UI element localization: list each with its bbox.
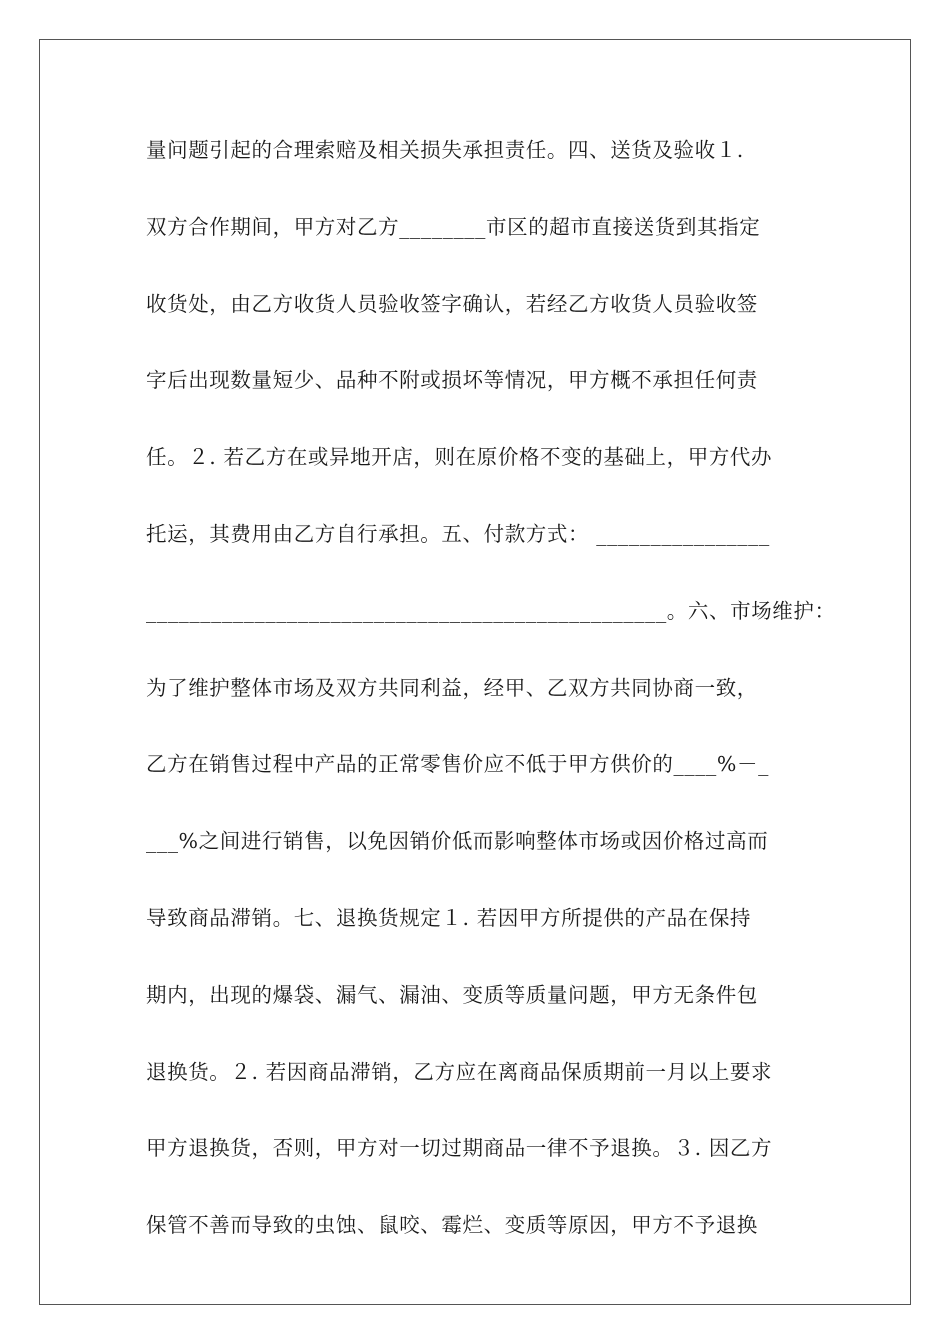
text-line: 乙方在销售过程中产品的正常零售价应不低于甲方供价的____%－_ — [146, 752, 769, 777]
text-line: 期内，出现的爆袋、漏气、漏油、变质等质量问题，甲方无条件包 — [146, 982, 758, 1007]
text-line: 双方合作期间，甲方对乙方________市区的超市直接送货到其指定 — [146, 214, 761, 239]
text-line: 字后出现数量短少、品种不附或损坏等情况，甲方概不承担任何责 — [146, 368, 758, 393]
text-line: 甲方退换货，否则，甲方对一切过期商品一律不予退换。３. 因乙方 — [146, 1136, 773, 1161]
text-line: ________________________________________________。六、市场维护： — [146, 598, 836, 623]
text-line: 导致商品滞销。七、退换货规定１. 若因甲方所提供的产品在保持 — [146, 905, 752, 930]
text-line: 退换货。２. 若因商品滞销，乙方应在离商品保质期前一月以上要求 — [146, 1059, 773, 1084]
text-line: 保管不善而导致的虫蚀、鼠咬、霉烂、变质等原因，甲方不予退换 — [146, 1213, 758, 1238]
text-line: ___%之间进行销售，以免因销价低而影响整体市场或因价格过高而 — [146, 829, 769, 854]
text-line: 量问题引起的合理索赔及相关损失承担责任。四、送货及验收１. — [146, 138, 744, 162]
text-line: 任。２. 若乙方在或异地开店，则在原价格不变的基础上，甲方代办 — [146, 445, 773, 470]
document-body — [146, 131, 836, 1283]
text-line: 为了维护整体市场及双方共同利益，经甲、乙双方共同协商一致， — [146, 675, 758, 700]
text-line: 收货处，由乙方收货人员验收签字确认，若经乙方收货人员验收签 — [146, 291, 758, 316]
text-line: 托运，其费用由乙方自行承担。五、付款方式： ________________ — [146, 521, 770, 546]
